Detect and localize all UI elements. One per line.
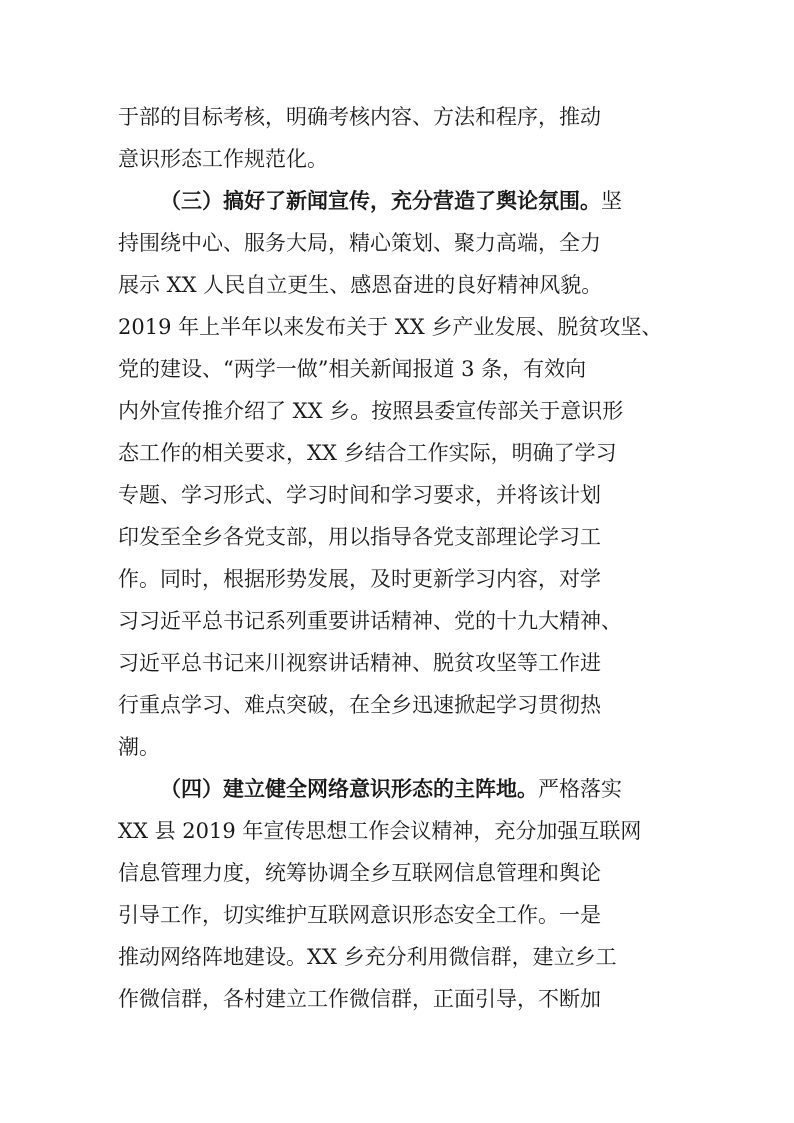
text-line: 习近平总书记来川视察讲话精神、脱贫攻坚等工作进 (118, 651, 601, 675)
text-line: 展示 XX 人民自立更生、感恩奋进的良好精神风貌。 (118, 273, 603, 297)
text-line: 持围绕中心、服务大局，精心策划、聚力高端，全力 (118, 231, 601, 255)
section-heading-line (118, 180, 678, 222)
text-fragment: 严格落实 (538, 777, 622, 801)
text-line: 潮。 (118, 735, 160, 759)
text-line: 意识形态工作规范化。 (118, 147, 328, 171)
text-line: 印发至全乡各党支部，用以指导各党支部理论学习工 (118, 525, 601, 549)
text-line: 内外宣传推介绍了 XX 乡。按照县委宣传部关于意识形 (118, 399, 624, 423)
document-body (118, 96, 678, 1020)
text-fragment: 坚 (601, 189, 622, 213)
text-line: XX 县 2019 年宣传思想工作会议精神，充分加强互联网 (118, 819, 642, 843)
text-line: 态工作的相关要求，XX 乡结合工作实际，明确了学习 (118, 441, 617, 465)
text-line: 引导工作，切实维护互联网意识形态安全工作。一是 (118, 903, 601, 927)
text-line: 于部的目标考核，明确考核内容、方法和程序，推动 (118, 105, 601, 129)
text-line: 习习近平总书记系列重要讲话精神、党的十九大精神、 (118, 609, 622, 633)
text-line: 作。同时，根据形势发展，及时更新学习内容，对学 (118, 567, 601, 591)
section-heading-line (118, 768, 678, 810)
section-heading: （四）建立健全网络意识形态的主阵地。 (160, 776, 538, 801)
text-line: 作微信群，各村建立工作微信群，正面引导，不断加 (118, 987, 601, 1011)
text-line: 信息管理力度，统筹协调全乡互联网信息管理和舆论 (118, 861, 601, 885)
text-line: 专题、学习形式、学习时间和学习要求，并将该计划 (118, 483, 601, 507)
section-heading: （三）搞好了新闻宣传，充分营造了舆论氛围。 (160, 188, 601, 213)
text-line: 推动网络阵地建设。XX 乡充分利用微信群，建立乡工 (118, 945, 617, 969)
text-line: 党的建设、“两学一做”相关新闻报道 3 条，有效向 (118, 357, 587, 381)
text-line: 行重点学习、难点突破，在全乡迅速掀起学习贯彻热 (118, 693, 601, 717)
text-line: 2019 年上半年以来发布关于 XX 乡产业发展、脱贫攻坚、 (118, 315, 663, 339)
